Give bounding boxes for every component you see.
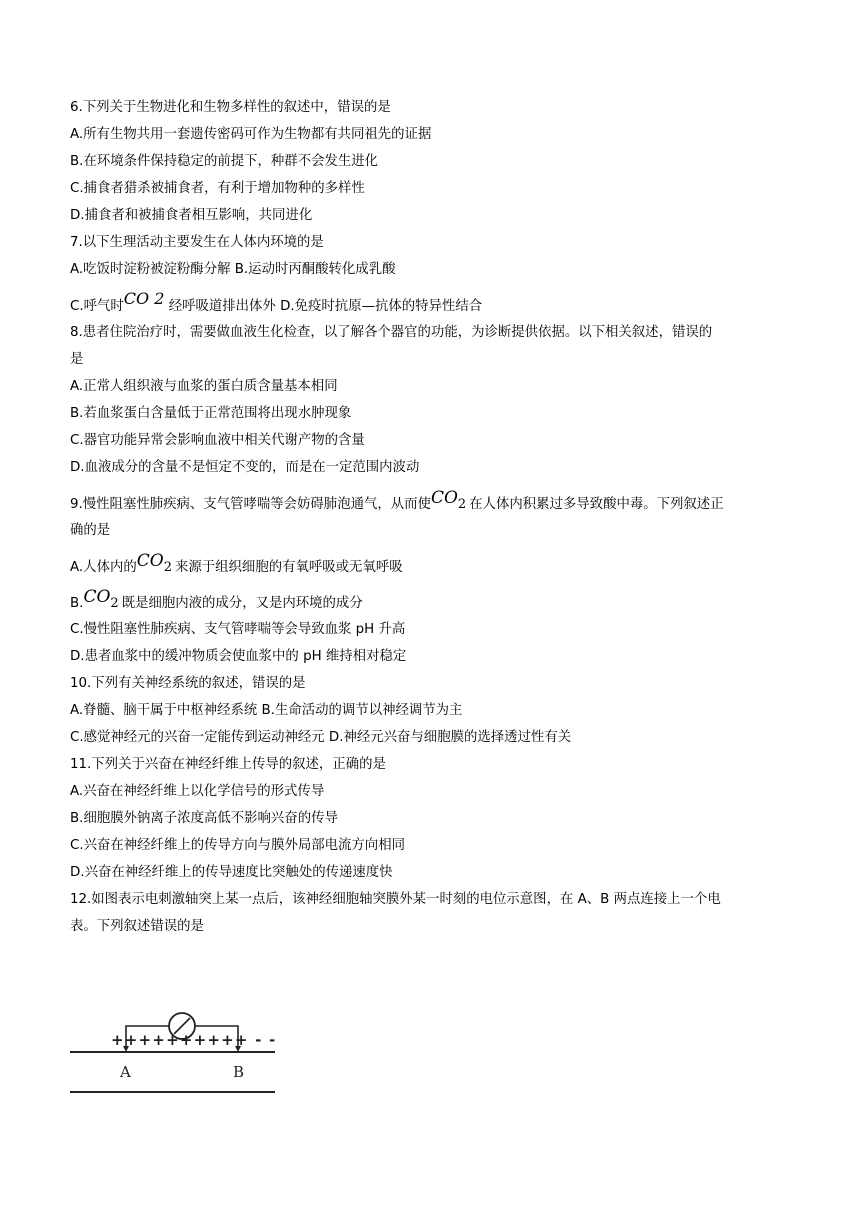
options-10cd: C.感觉神经元的兴奋一定能传到运动神经元 D.神经元兴奋与细胞膜的选择透过性有关 bbox=[70, 730, 572, 745]
question-9-prefix: 9.慢性阻塞性肺疾病、支气管哮喘等会妨碍肺泡通气，从而使 bbox=[70, 497, 431, 512]
question-7-stem: 7.以下生理活动主要发生在人体内环境的是 bbox=[70, 235, 324, 250]
option-9c: C.慢性阻塞性肺疾病、支气管哮喘等会导致血浆 pH 升高 bbox=[70, 622, 406, 637]
option-6d: D.捕食者和被捕食者相互影响，共同进化 bbox=[70, 208, 313, 223]
label-a: A bbox=[120, 1063, 131, 1081]
option-9b bbox=[70, 580, 800, 616]
co2-main: CO bbox=[136, 551, 164, 571]
axon-diagram bbox=[70, 1010, 280, 1100]
option-9a-prefix: A.人体内的 bbox=[70, 560, 137, 575]
option-7c-prefix: C.呼气时 bbox=[70, 299, 124, 314]
question-6-stem: 6.下列关于生物进化和生物多样性的叙述中，错误的是 bbox=[70, 100, 391, 115]
options-10ab: A.脊髓、脑干属于中枢神经系统 B.生命活动的调节以神经调节为主 bbox=[70, 703, 463, 718]
question-10-stem: 10.下列有关神经系统的叙述，错误的是 bbox=[70, 676, 306, 691]
option-11c: C.兴奋在神经纤维上的传导方向与膜外局部电流方向相同 bbox=[70, 838, 405, 853]
co2-sub: 2 bbox=[457, 497, 467, 512]
co2-main: CO bbox=[123, 289, 150, 308]
question-text bbox=[70, 94, 800, 940]
membrane-charges: ++++++++++ - - bbox=[111, 1031, 277, 1049]
option-6b: B.在环境条件保持稳定的前提下，种群不会发生进化 bbox=[70, 154, 379, 169]
option-9a-suffix: 来源于组织细胞的有氧呼吸或无氧呼吸 bbox=[174, 560, 403, 575]
option-8c: C.器官功能异常会影响血液中相关代谢产物的含量 bbox=[70, 433, 365, 448]
co2-formula bbox=[136, 551, 172, 575]
options-7cd bbox=[70, 283, 800, 319]
option-6a: A.所有生物共用一套遗传密码可作为生物都有共同祖先的证据 bbox=[70, 127, 432, 142]
option-6c: C.捕食者猎杀被捕食者，有利于增加物种的多样性 bbox=[70, 181, 365, 196]
question-9-stem-cont: 确的是 bbox=[70, 523, 111, 538]
question-11-stem: 11.下列关于兴奋在神经纤维上传导的叙述，正确的是 bbox=[70, 757, 386, 772]
option-9b-suffix: 既是细胞内液的成分，又是内环境的成分 bbox=[121, 596, 363, 611]
option-11a: A.兴奋在神经纤维上以化学信号的形式传导 bbox=[70, 784, 325, 799]
option-8b: B.若血浆蛋白含量低于正常范围将出现水肿现象 bbox=[70, 406, 352, 421]
co2-sub: 2 bbox=[154, 289, 165, 308]
question-12-stem-cont: 表。下列叙述错误的是 bbox=[70, 919, 204, 934]
axon-potential-figure bbox=[70, 1010, 280, 1100]
option-7c-suffix: 经呼吸道排出体外 D.免疫时抗原—抗体的特异性结合 bbox=[168, 299, 483, 314]
co2-main: CO bbox=[83, 587, 111, 607]
option-9b-prefix: B. bbox=[70, 596, 84, 611]
co2-sub: 2 bbox=[110, 596, 119, 611]
question-8-stem: 8.患者住院治疗时，需要做血液生化检查，以了解各个器官的功能，为诊断提供依据。以下相关叙述，错误的 bbox=[70, 325, 713, 340]
co2-main: CO bbox=[430, 488, 458, 508]
option-9d: D.患者血浆中的缓冲物质会使血浆中的 pH 维持相对稳定 bbox=[70, 649, 407, 664]
option-9a bbox=[70, 544, 800, 580]
question-8-stem-cont: 是 bbox=[70, 352, 84, 367]
co2-formula bbox=[83, 587, 119, 611]
option-8a: A.正常人组织液与血浆的蛋白质含量基本相同 bbox=[70, 379, 338, 394]
co2-formula bbox=[124, 289, 165, 308]
question-9-stem bbox=[70, 481, 800, 517]
option-8d: D.血液成分的含量不是恒定不变的，而是在一定范围内波动 bbox=[70, 460, 420, 475]
co2-formula bbox=[430, 488, 467, 512]
question-9-suffix: 在人体内积累过多导致酸中毒。下列叙述正 bbox=[469, 497, 724, 512]
option-11d: D.兴奋在神经纤维上的传导速度比突触处的传递速度快 bbox=[70, 865, 393, 880]
question-12-stem: 12.如图表示电刺激轴突上某一点后，该神经细胞轴突膜外某一时刻的电位示意图，在 A、B 两点连接上一个电 bbox=[70, 892, 721, 907]
label-b: B bbox=[233, 1063, 245, 1081]
option-11b: B.细胞膜外钠离子浓度高低不影响兴奋的传导 bbox=[70, 811, 338, 826]
options-7ab: A.吃饭时淀粉被淀粉酶分解 B.运动时丙酮酸转化成乳酸 bbox=[70, 262, 396, 277]
co2-sub: 2 bbox=[163, 560, 172, 575]
